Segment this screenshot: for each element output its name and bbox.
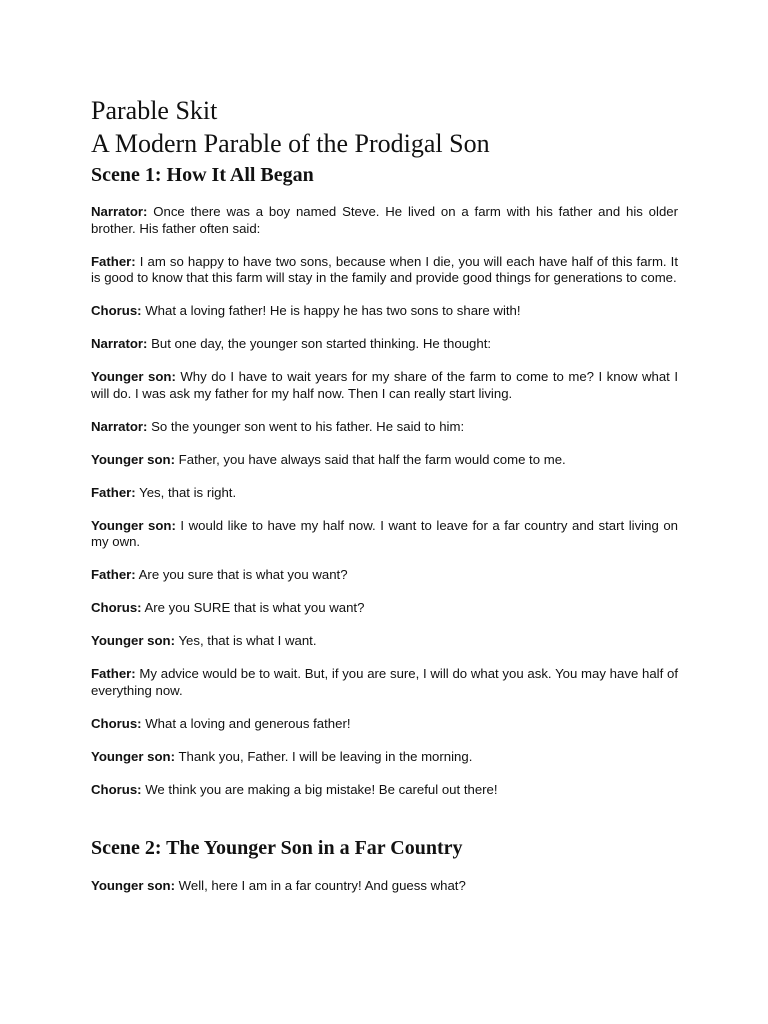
dialogue-line	[91, 600, 678, 617]
dialogue-line	[91, 452, 678, 469]
speaker-name: Chorus:	[91, 781, 142, 797]
speaker-name: Younger son:	[91, 369, 176, 384]
speaker-name: Chorus:	[91, 600, 142, 615]
document-subtitle: A Modern Parable of the Prodigal Son	[91, 129, 490, 158]
speaker-name: Younger son:	[91, 633, 176, 648]
dialogue-text: Are you sure that is what you want?	[135, 567, 348, 582]
dialogue-line	[91, 419, 678, 436]
document-title: Parable Skit	[91, 96, 218, 125]
dialogue-text: What a loving father! He is happy he has two sons to share with!	[141, 303, 521, 318]
dialogue-line	[91, 567, 678, 584]
speaker-name: Father:	[91, 484, 136, 500]
dialogue-text: We think you are making a big mistake! Be careful out there!	[141, 781, 498, 797]
dialogue-line	[91, 749, 678, 766]
dialogue-line	[91, 303, 678, 320]
scene-2-dialogue	[91, 878, 678, 895]
dialogue-text: I would like to have my half now. I want to leave for a far country and start living on my own.	[91, 517, 678, 549]
dialogue-line	[91, 666, 678, 699]
dialogue-line	[91, 336, 678, 353]
dialogue-line	[91, 716, 678, 733]
dialogue-line	[91, 204, 678, 237]
dialogue-text: Once there was a boy named Steve. He lived on a farm with his father and his older brother. His father often said:	[91, 204, 678, 236]
dialogue-line	[91, 254, 678, 287]
dialogue-text: Thank you, Father. I will be leaving in the morning.	[175, 748, 473, 764]
dialogue-text: Yes, that is right.	[135, 484, 237, 500]
speaker-name: Younger son:	[91, 517, 176, 533]
speaker-name: Father:	[91, 666, 136, 681]
dialogue-text: Are you SURE that is what you want?	[141, 600, 365, 615]
dialogue-text: What a loving and generous father!	[141, 715, 351, 731]
scene-heading: Scene 1: How It All Began	[91, 164, 314, 186]
speaker-name: Younger son:	[91, 748, 176, 764]
speaker-name: Younger son:	[91, 878, 176, 893]
speaker-name: Narrator:	[91, 418, 148, 434]
dialogue-text: Yes, that is what I want.	[175, 633, 317, 648]
dialogue-line	[91, 878, 678, 895]
dialogue-text: My advice would be to wait. But, if you are sure, I will do what you ask. You may have half of everything now.	[91, 666, 678, 698]
dialogue-line	[91, 633, 678, 650]
speaker-name: Father:	[91, 253, 136, 269]
dialogue-text: But one day, the younger son started thinking. He thought:	[147, 336, 492, 351]
speaker-name: Younger son:	[91, 451, 176, 467]
dialogue-text: So the younger son went to his father. He said to him:	[147, 418, 465, 434]
scene-heading: Scene 2: The Younger Son in a Far Country	[91, 837, 463, 859]
document-page	[91, 94, 678, 911]
dialogue-text: Father, you have always said that half the farm would come to me.	[175, 451, 566, 467]
dialogue-text: Why do I have to wait years for my share of the farm to come to me? I know what I will do. I was ask my father for my half now. Then I can really start living.	[91, 369, 678, 401]
speaker-name: Narrator:	[91, 204, 148, 219]
dialogue-line	[91, 518, 678, 551]
dialogue-text: Well, here I am in a far country! And guess what?	[175, 878, 466, 893]
dialogue-line	[91, 369, 678, 402]
scene-1-dialogue	[91, 204, 678, 798]
speaker-name: Narrator:	[91, 336, 148, 351]
dialogue-line	[91, 485, 678, 502]
speaker-name: Chorus:	[91, 303, 142, 318]
dialogue-text: I am so happy to have two sons, because when I die, you will each have half of this farm. It is good to know that this farm will stay in the family and provide good things for generations to come.	[91, 253, 678, 285]
dialogue-line	[91, 782, 678, 799]
speaker-name: Father:	[91, 567, 136, 582]
speaker-name: Chorus:	[91, 715, 142, 731]
